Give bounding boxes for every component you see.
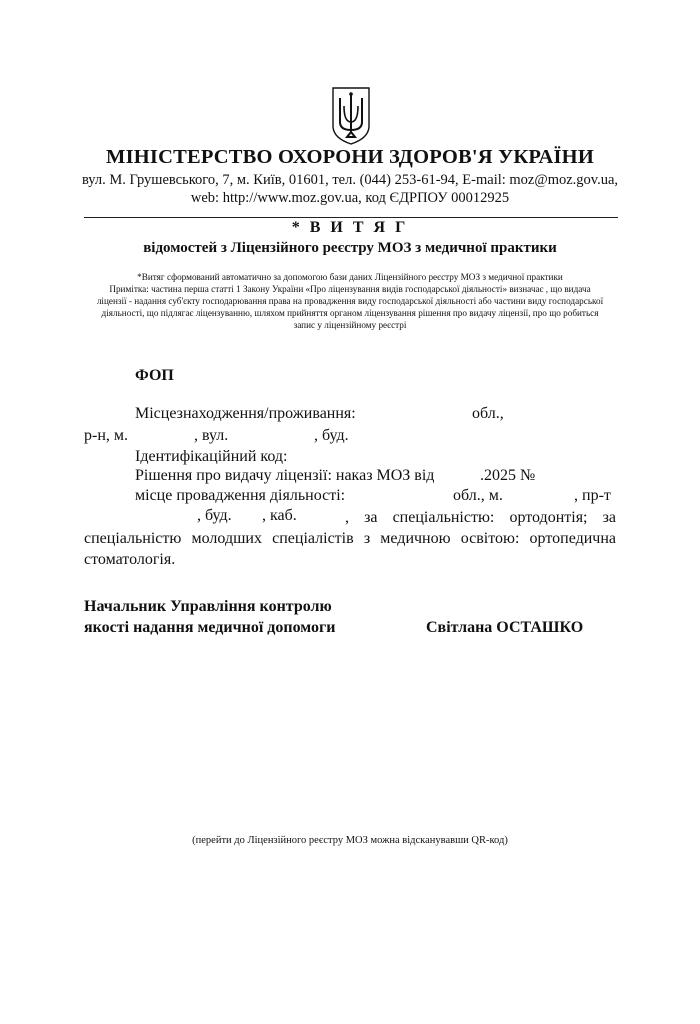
document-subtitle: відомостей з Ліцензійного реєстру МОЗ з медичної практики bbox=[143, 240, 557, 256]
office-label: , каб. bbox=[262, 507, 297, 524]
activity-place-label: місце провадження діяльності: bbox=[135, 487, 346, 504]
signer-position-line1: Начальник Управління контролю bbox=[84, 598, 332, 615]
district-label: р-н, м. bbox=[84, 427, 129, 444]
signer-name: Світлана ОСТАШКО bbox=[426, 619, 584, 636]
header-divider bbox=[84, 217, 618, 218]
decision-date: .2025 № bbox=[480, 467, 536, 484]
activity-region: обл., м. bbox=[453, 487, 503, 504]
region-label: обл., bbox=[472, 405, 504, 422]
generation-note bbox=[90, 271, 610, 331]
id-code-label: Ідентифікаційний код: bbox=[135, 448, 288, 465]
building-label: , буд. bbox=[314, 427, 349, 444]
decision-label: Рішення про видачу ліцензії: наказ МОЗ від bbox=[135, 467, 435, 484]
street-label: , вул. bbox=[194, 427, 229, 444]
location-label: Місцезнаходження/проживання: bbox=[135, 405, 356, 422]
coat-of-arms-icon bbox=[330, 86, 372, 146]
note-line: *Витяг сформований автоматично за допомогою бази даних Ліцензійного реєстру МОЗ з медичної практики bbox=[137, 272, 563, 282]
qr-note: (перейти до Ліцензійного реєстру МОЗ можна відсканувавши QR-код) bbox=[192, 835, 508, 846]
note-line: Примітка: частина перша статті 1 Закону України «Про ліцензування видів господарської діяльності» визначає , що видача bbox=[109, 284, 591, 294]
ministry-web: web: http://www.moz.gov.ua, код ЄДРПОУ 00012925 bbox=[190, 190, 510, 206]
document-heading: * В И Т Я Г bbox=[291, 219, 409, 236]
ministry-name: МІНІСТЕРСТВО ОХОРОНИ ЗДОРОВ'Я УКРАЇНИ bbox=[106, 146, 594, 168]
entity-type: ФОП bbox=[135, 367, 174, 384]
note-line: ліцензії - надання суб'єкту господарювання права на провадження виду господарської діяльності або частини виду господарської bbox=[96, 296, 604, 306]
avenue-label: , пр-т bbox=[574, 487, 611, 504]
specialty-text: , за спеціальністю: ортодонтія; за спеціальністю молодших спеціалістів з медичною освітою: ортопедична стоматологія. bbox=[84, 509, 616, 568]
ministry-address: вул. М. Грушевського, 7, м. Київ, 01601, тел. (044) 253-61-94, E-mail: moz@moz.gov.ua, bbox=[81, 172, 619, 188]
note-line: діяльності, що підлягає ліцензуванню, шляхом прийняття органом ліцензування рішення про видачу ліцензії, про що робиться bbox=[101, 308, 599, 318]
note-line: запис у ліцензійному реєстрі bbox=[293, 320, 407, 330]
buildings-label: , буд. bbox=[197, 507, 232, 524]
signer-position-line2: якості надання медичної допомоги bbox=[84, 619, 336, 636]
